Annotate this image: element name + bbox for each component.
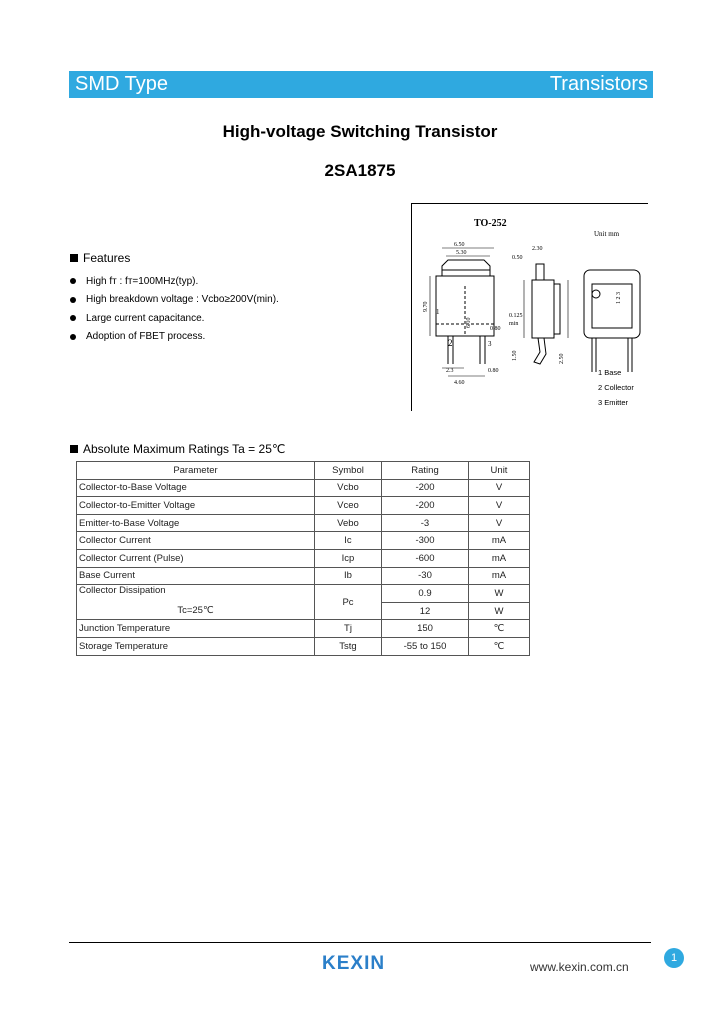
- dim-label: 2.30: [532, 246, 543, 252]
- ratings-heading: Absolute Maximum Ratings Ta = 25℃: [70, 442, 285, 456]
- dim-label: 0.80: [488, 368, 499, 374]
- bullet-icon: [70, 315, 76, 321]
- table-row: Emitter-to-Base Voltage Vebo -3 V: [77, 514, 530, 532]
- footer-url[interactable]: www.kexin.com.cn: [530, 960, 629, 974]
- dim-label: 2.3: [446, 368, 454, 374]
- dim-label: 0.125: [509, 313, 523, 319]
- pin-label: 2 Collector: [598, 383, 634, 392]
- pin-label: 3 Emitter: [598, 398, 629, 407]
- pin-number: 2: [448, 338, 453, 348]
- page-number-badge: 1: [664, 948, 684, 968]
- bullet-icon: [70, 297, 76, 303]
- column-header: Symbol: [315, 462, 382, 480]
- table-row: Collector Current (Pulse) Icp -600 mA: [77, 549, 530, 567]
- table-header-row: [77, 462, 530, 480]
- package-name: TO-252: [474, 218, 507, 229]
- table-row: Collector-to-Emitter Voltage Vceo -200 V: [77, 497, 530, 515]
- package-drawing: [411, 203, 648, 411]
- square-bullet-icon: [70, 445, 78, 453]
- dim-label: 6.10: [466, 317, 472, 328]
- table-row: Collector Dissipation Pc 0.9 W: [77, 585, 530, 603]
- dim-label: 0.80: [490, 326, 501, 332]
- pin-label: 1 Base: [598, 368, 622, 377]
- table-row: Tc=25℃ 12 W: [77, 602, 530, 620]
- list-item: Adoption of FBET process.: [70, 328, 279, 347]
- square-bullet-icon: [70, 254, 78, 262]
- table-row: Base Current Ib -30 mA: [77, 567, 530, 585]
- table-row: Storage Temperature Tstg -55 to 150 ℃: [77, 637, 530, 655]
- dim-label: 9.70: [423, 301, 429, 312]
- dim-label: min: [509, 321, 519, 327]
- dim-label: 0.50: [512, 255, 523, 261]
- side-view: [524, 264, 568, 364]
- dim-label: 2.50: [559, 353, 565, 364]
- package-outline-svg: [412, 204, 648, 411]
- footer-divider: [69, 942, 651, 943]
- dim-label: 5.30: [456, 250, 467, 256]
- dim-label: 6.50: [454, 242, 465, 248]
- bullet-icon: [70, 278, 76, 284]
- bullet-icon: [70, 334, 76, 340]
- document-title: High-voltage Switching Transistor: [222, 122, 498, 141]
- pin-number: 1 2 3: [616, 292, 622, 304]
- pin-number: 1: [436, 308, 440, 316]
- unit-label: Unit mm: [594, 230, 620, 238]
- header-banner: [69, 71, 653, 98]
- ratings-table: [76, 461, 530, 656]
- list-item: High breakdown voltage : Vcbo≥200V(min).: [70, 291, 279, 310]
- column-header: Parameter: [77, 462, 315, 480]
- column-header: Unit: [469, 462, 530, 480]
- dim-label: 1.50: [512, 350, 518, 361]
- list-item: High fт : fт=100MHz(typ).: [70, 272, 279, 291]
- list-item: Large current capacitance.: [70, 309, 279, 328]
- table-row: Collector Current Ic -300 mA: [77, 532, 530, 550]
- header-right: Transistors: [549, 73, 648, 95]
- part-number: 2SA1875: [324, 161, 396, 180]
- features-heading: Features: [70, 251, 130, 265]
- column-header: Rating: [382, 462, 469, 480]
- features-list: [70, 272, 279, 346]
- table-row: Collector-to-Base Voltage Vcbo -200 V: [77, 479, 530, 497]
- back-view: [584, 270, 640, 372]
- front-view: [430, 248, 494, 376]
- dim-label: 4.60: [454, 380, 465, 386]
- kexin-logo: KEXIN: [322, 953, 386, 974]
- header-left: SMD Type: [75, 73, 168, 95]
- table-row: Junction Temperature Tj 150 ℃: [77, 620, 530, 638]
- pin-number: 3: [488, 340, 492, 348]
